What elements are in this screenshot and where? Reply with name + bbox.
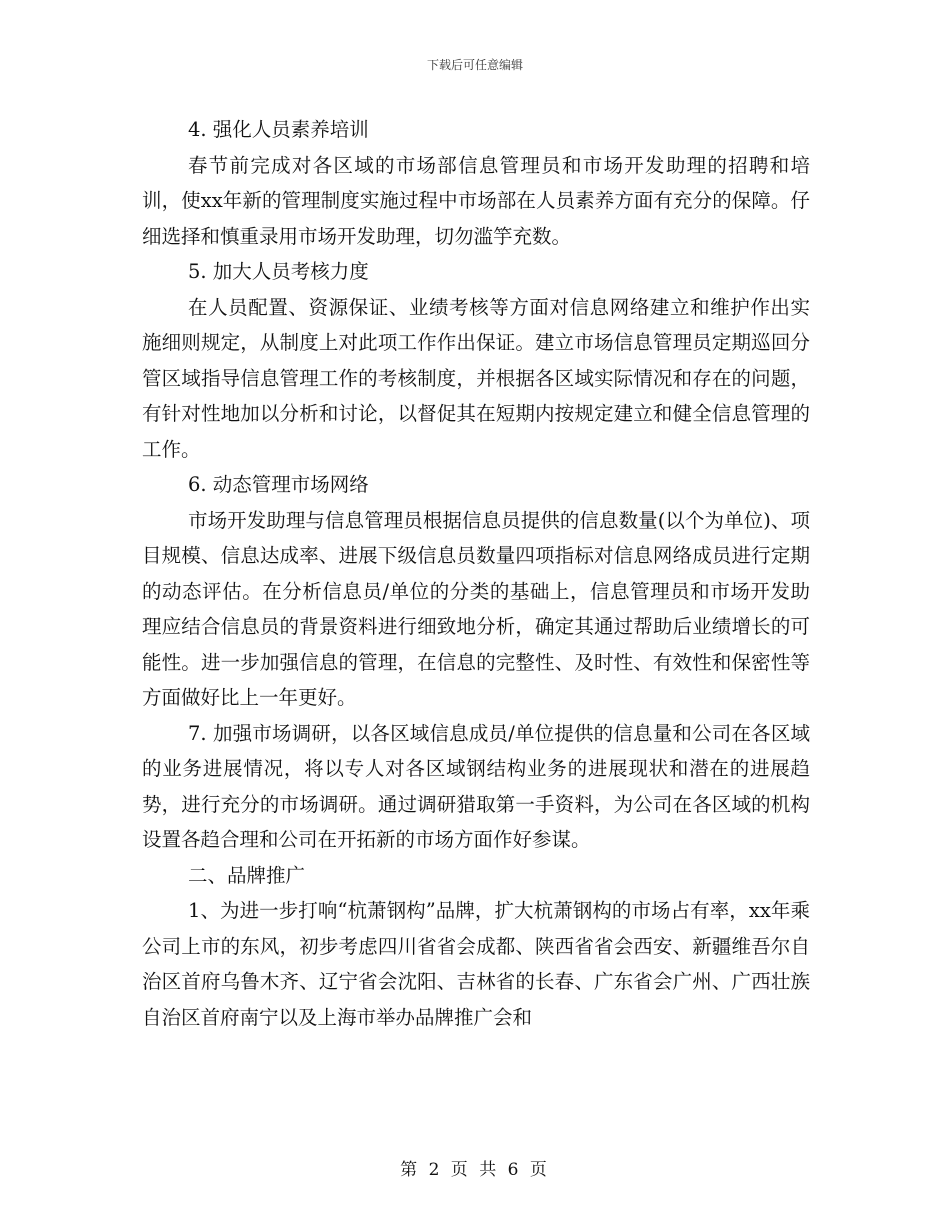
section-heading-5: 5. 加大人员考核力度 (188, 260, 369, 283)
body-paragraph: 市场开发助理与信息管理员根据信息员提供的信息数量(以个为单位)、项目规模、信息达成率、进展下级信息员数量四项指标对信息网络成员进行定期的动态评估。在分析信息员/单位的分类的基础上，信息管理员和市场开发助理应结合信息员的背景资料进行细致地分析，确定其通过帮助后业绩增长的可能性。进一步加强信息的管理，在信息的完整性、及时性、有效性和保密性等方面做好比上一年更好。 (142, 508, 810, 709)
body-paragraph: 春节前完成对各区域的市场部信息管理员和市场开发助理的招聘和培训，使xx年新的管理制度实施过程中市场部在人员素养方面有充分的保障。仔细选择和慎重录用市场开发助理，切勿滥竽充数。 (142, 153, 810, 248)
body-paragraph: 在人员配置、资源保证、业绩考核等方面对信息网络建立和维护作出实施细则规定，从制度上对此项工作作出保证。建立市场信息管理员定期巡回分管区域指导信息管理工作的考核制度，并根据各区域实际情况和存在的问题，有针对性地加以分析和讨论，以督促其在短期内按规定建立和健全信息管理的工作。 (142, 295, 810, 461)
section-paragraph-7: 7. 加强市场调研，以各区域信息成员/单位提供的信息量和公司在各区域的业务进展情况，将以专人对各区域钢结构业务的进展现状和潜在的进展趋势，进行充分的市场调研。通过调研猎取第一手资料，为公司在各区域的机构设置各趋合理和公司在开拓新的市场方面作好参谋。 (142, 721, 810, 851)
page-number-footer: 第 2 页 共 6 页 (400, 1160, 550, 1180)
page-header: 下载后可任意编辑 (426, 58, 523, 72)
body-paragraph: 1、为进一步打响“杭萧钢构”品牌，扩大杭萧钢构的市场占有率，xx年乘公司上市的东风，初步考虑四川省省会成都、陕西省省会西安、新疆维吾尔自治区首府乌鲁木齐、辽宁省会沈阳、吉林省的长春、广东省会广州、广西壮族自治区首府南宁以及上海市举办品牌推广会和 (142, 899, 810, 1029)
section-heading-6: 6. 动态管理市场网络 (188, 473, 369, 496)
document-body (142, 112, 810, 1035)
chapter-heading-brand-promotion: 二、品牌推广 (188, 863, 306, 887)
section-heading-4: 4. 强化人员素养培训 (188, 118, 369, 141)
